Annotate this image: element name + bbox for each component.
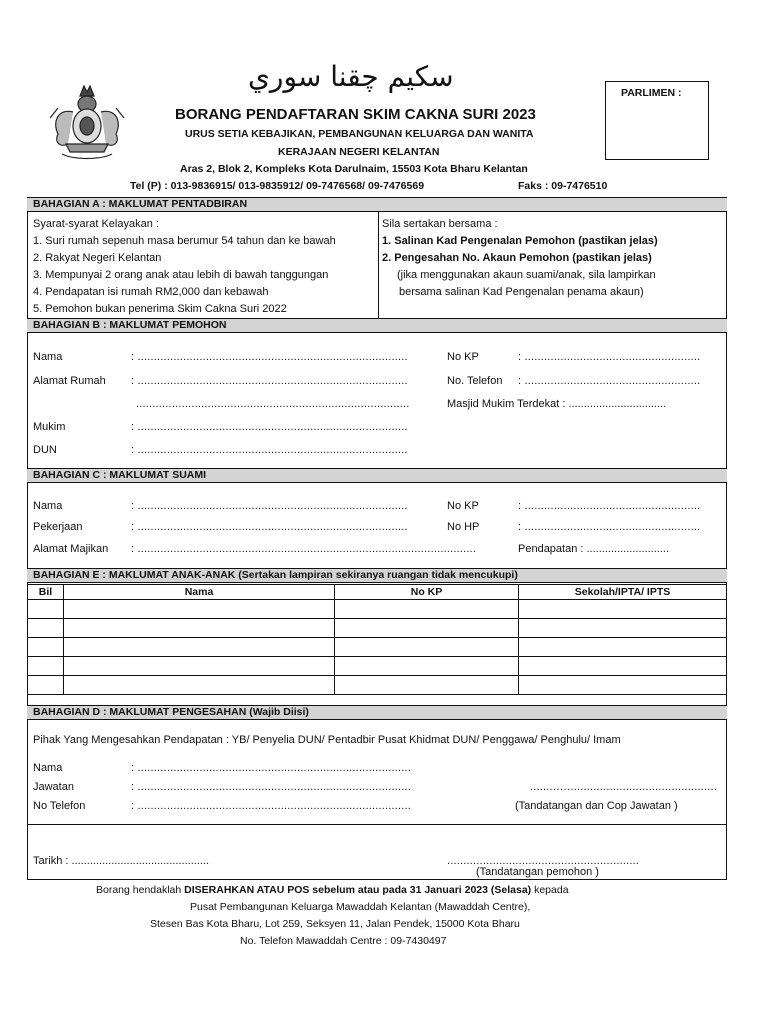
table-cell[interactable] — [28, 638, 64, 657]
applicant-nokp-field[interactable]: : ...................................................... — [518, 351, 701, 363]
section-a-heading: BAHAGIAN A : MAKLUMAT PENTADBIRAN — [27, 197, 727, 212]
table-cell[interactable] — [519, 600, 727, 619]
applicant-signature-caption: (Tandatangan pemohon ) — [476, 866, 599, 878]
table-cell[interactable] — [28, 657, 64, 676]
col-nama: Nama — [64, 585, 335, 600]
applicant-name-field[interactable]: : ................................................................................... — [131, 351, 408, 363]
applicant-signature-box — [27, 824, 727, 880]
table-cell[interactable] — [28, 600, 64, 619]
husband-nohp-field[interactable]: : ...................................................... — [518, 521, 701, 533]
husband-employer-label: Alamat Majikan — [33, 543, 109, 555]
section-e-heading: BAHAGIAN E : MAKLUMAT ANAK-ANAK (Sertakan lampiran sekiranya ruangan tidak mencukupi) — [27, 568, 727, 583]
attachment-note-1: (jika menggunakan akaun suami/anak, sila lampirkan — [397, 269, 656, 281]
header-tel: Tel (P) : 013-9836915/ 013-9835912/ 09-7476568/ 09-7476569 — [130, 180, 425, 192]
header-address: Aras 2, Blok 2, Kompleks Kota Darulnaim, 15503 Kota Bharu Kelantan — [180, 163, 528, 175]
applicant-address-label: Alamat Rumah — [33, 375, 106, 387]
table-cell[interactable] — [519, 619, 727, 638]
date-field[interactable]: Tarikh : ............................................. — [33, 855, 210, 867]
husband-nokp-label: No KP — [447, 500, 479, 512]
parlimen-label: PARLIMEN : — [621, 87, 682, 99]
header-line-1: URUS SETIA KEBAJIKAN, PEMBANGUNAN KELUARGA DAN WANITA — [185, 128, 534, 140]
verifier-phone-field[interactable]: : .................................................................................... — [131, 800, 412, 812]
table-cell[interactable] — [28, 676, 64, 695]
table-cell[interactable] — [28, 619, 64, 638]
table-cell[interactable] — [335, 600, 519, 619]
applicant-phone-label: No. Telefon — [447, 375, 503, 387]
verifier-position-field[interactable]: : .................................................................................... — [131, 781, 412, 793]
husband-nokp-field[interactable]: : ...................................................... — [518, 500, 701, 512]
husband-name-label: Nama — [33, 500, 63, 512]
table-cell[interactable] — [335, 619, 519, 638]
applicant-masjid-field[interactable]: Masjid Mukim Terdekat : ................................ — [447, 398, 667, 410]
attachment-2: 2. Pengesahan No. Akaun Pemohon (pastikan jelas) — [382, 252, 652, 264]
table-row — [28, 638, 727, 657]
table-row — [28, 600, 727, 619]
verifier-note: Pihak Yang Mengesahkan Pendapatan : YB/ Penyelia DUN/ Pentadbir Pusat Khidmat DUN/ Penggawa/ Penghulu/ Imam — [33, 734, 621, 746]
attachment-note-2: bersama salinan Kad Pengenalan penama akaun) — [399, 286, 644, 298]
table-cell[interactable] — [335, 676, 519, 695]
condition-2: 2. Rakyat Negeri Kelantan — [33, 252, 162, 264]
eligibility-title: Syarat-syarat Kelayakan : — [33, 218, 159, 230]
footer-line-4: No. Telefon Mawaddah Centre : 09-7430497 — [240, 935, 447, 947]
footer-line-1-pre: Borang hendaklah — [96, 884, 185, 896]
applicant-mukim-field[interactable]: : ................................................................................... — [131, 421, 408, 433]
table-cell[interactable] — [64, 676, 335, 695]
table-cell[interactable] — [64, 638, 335, 657]
husband-name-field[interactable]: : ................................................................................... — [131, 500, 408, 512]
table-cell[interactable] — [64, 657, 335, 676]
applicant-address-field[interactable]: : ................................................................................... — [131, 375, 408, 387]
verifier-position-label: Jawatan — [33, 781, 74, 793]
children-table-header — [28, 585, 727, 600]
applicant-nokp-label: No KP — [447, 351, 479, 363]
verifier-name-label: Nama — [33, 762, 63, 774]
section-d-heading: BAHAGIAN D : MAKLUMAT PENGESAHAN (Wajib Diisi) — [27, 705, 727, 720]
parlimen-box[interactable] — [605, 81, 709, 160]
applicant-name-label: Nama — [33, 351, 63, 363]
verifier-name-field[interactable]: : .................................................................................... — [131, 762, 412, 774]
verifier-signature-line[interactable]: ........….............................................. — [530, 781, 718, 793]
form-title: BORANG PENDAFTARAN SKIM CAKNA SURI 2023 — [175, 106, 536, 123]
applicant-dun-label: DUN — [33, 444, 57, 456]
applicant-phone-field[interactable]: : ...................................................... — [518, 375, 701, 387]
footer-line-1-post: kepada — [531, 884, 569, 896]
footer-line-2: Pusat Pembangunan Keluarga Mawaddah Kelantan (Mawaddah Centre), — [190, 901, 531, 913]
header-fax: Faks : 09-7476510 — [518, 180, 608, 192]
kelantan-crest-icon — [44, 82, 130, 164]
footer-line-3: Stesen Bas Kota Bharu, Lot 259, Seksyen 11, Jalan Pendek, 15000 Kota Bharu — [150, 918, 520, 930]
husband-income-field[interactable]: Pendapatan : ........................... — [518, 543, 670, 555]
col-bil: Bil — [28, 585, 64, 600]
husband-nohp-label: No HP — [447, 521, 480, 533]
table-row — [28, 657, 727, 676]
table-cell[interactable] — [519, 638, 727, 657]
condition-4: 4. Pendapatan isi rumah RM2,000 dan kebawah — [33, 286, 269, 298]
table-cell[interactable] — [519, 657, 727, 676]
footer-deadline: DISERAHKAN ATAU POS sebelum atau pada 31 Januari 2023 (Selasa) — [184, 884, 532, 896]
col-sekolah: Sekolah/IPTA/ IPTS — [519, 585, 727, 600]
attachment-1: 1. Salinan Kad Pengenalan Pemohon (pastikan jelas) — [382, 235, 658, 247]
attachments-title: Sila sertakan bersama : — [382, 218, 498, 230]
section-b-heading: BAHAGIAN B : MAKLUMAT PEMOHON — [27, 318, 727, 333]
husband-job-field[interactable]: : ................................................................................... — [131, 521, 408, 533]
col-nokp: No KP — [335, 585, 519, 600]
children-table — [27, 584, 727, 695]
husband-employer-field[interactable]: : ........................................................................................................ — [131, 543, 477, 555]
verifier-phone-label: No Telefon — [33, 800, 86, 812]
applicant-mukim-label: Mukim — [33, 421, 66, 433]
table-cell[interactable] — [64, 619, 335, 638]
table-row — [28, 619, 727, 638]
section-a-divider — [378, 212, 379, 318]
table-cell[interactable] — [519, 676, 727, 695]
table-cell[interactable] — [64, 600, 335, 619]
header-line-2: KERAJAAN NEGERI KELANTAN — [278, 146, 440, 158]
condition-3: 3. Mempunyai 2 orang anak atau lebih di bawah tanggungan — [33, 269, 329, 281]
table-cell[interactable] — [335, 657, 519, 676]
verifier-signature-caption: (Tandatangan dan Cop Jawatan ) — [515, 800, 678, 812]
applicant-signature-line[interactable]: ........................................................... — [447, 855, 640, 867]
table-row — [28, 676, 727, 695]
applicant-dun-field[interactable]: : ................................................................................... — [131, 444, 408, 456]
condition-5: 5. Pemohon bukan penerima Skim Cakna Suri 2022 — [33, 303, 287, 315]
applicant-address-field-2[interactable]: .................................................................................... — [136, 398, 410, 410]
husband-job-label: Pekerjaan — [33, 521, 83, 533]
table-cell[interactable] — [335, 638, 519, 657]
footer-line-1 — [96, 884, 569, 896]
condition-1: 1. Suri rumah sepenuh masa berumur 54 tahun dan ke bawah — [33, 235, 336, 247]
jawi-title: سكيم چقنا سوري — [248, 60, 454, 93]
section-c-heading: BAHAGIAN C : MAKLUMAT SUAMI — [27, 468, 727, 483]
